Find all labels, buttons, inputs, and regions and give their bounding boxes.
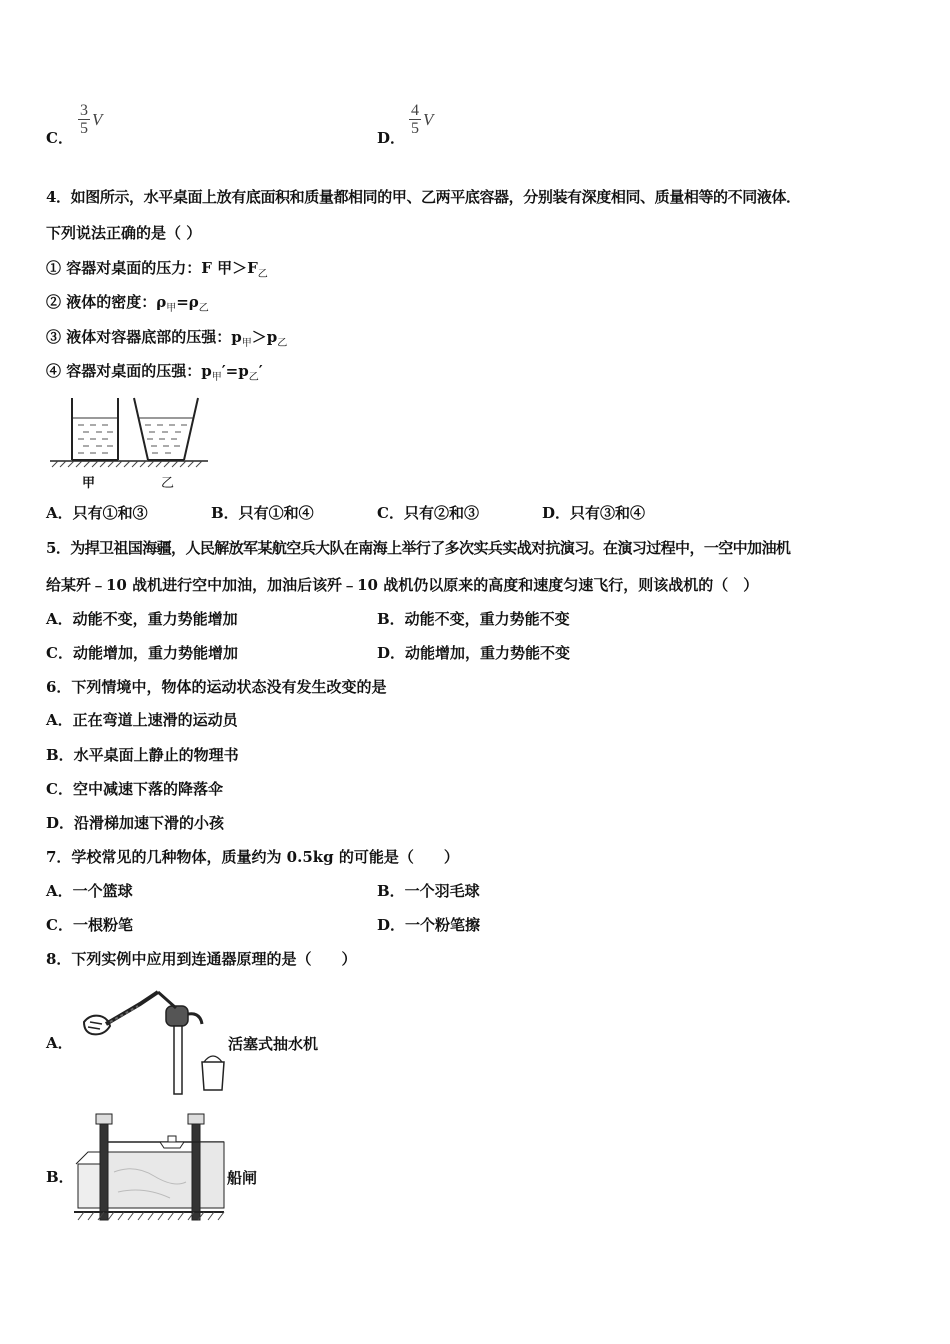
q8-option-a-label[interactable]: A． (46, 1034, 73, 1052)
q3-option-d-fraction (409, 102, 434, 137)
q6-option-d[interactable]: D．沿滑梯加速下滑的小孩 (46, 814, 225, 832)
q5-option-b[interactable]: B．动能不变，重力势能不变 (377, 610, 570, 628)
q5-option-c[interactable]: C．动能增加，重力势能增加 (46, 644, 238, 662)
q6-option-c[interactable]: C．空中减速下落的降落伞 (46, 780, 223, 798)
q8-option-b-caption: 船闸 (227, 1169, 258, 1187)
q4-figure-label-jia: 甲 (82, 476, 96, 491)
fraction-numerator: 4 (411, 102, 419, 119)
q8-stem: 8．下列实例中应用到连通器原理的是（ ） (46, 950, 357, 968)
q8-option-b-label[interactable]: B． (46, 1168, 74, 1186)
container-yi (134, 398, 198, 460)
fraction-variable: V (423, 110, 434, 129)
q3-option-d-label: D． (377, 129, 406, 147)
q7-option-a[interactable]: A．一个篮球 (46, 882, 133, 900)
q5-stem-line2: 给某歼﹣10 战机进行空中加油，加油后该歼﹣10 战机仍以原来的高度和速度匀速飞行，则该战机的（ ） (46, 576, 759, 594)
container-jia (72, 398, 118, 460)
q5-option-d[interactable]: D．动能增加，重力势能不变 (377, 644, 571, 662)
q4-option-c[interactable]: C．只有②和③ (377, 504, 479, 522)
q3-option-c-label: C． (46, 129, 73, 147)
q6-option-b[interactable]: B．水平桌面上静止的物理书 (46, 746, 239, 764)
hand-icon (84, 1016, 110, 1035)
fraction-denominator: 5 (411, 120, 419, 137)
fraction-variable: V (92, 110, 103, 129)
q6-option-a[interactable]: A．正在弯道上速滑的运动员 (46, 711, 238, 729)
q4-statement-1: ① 容器对桌面的压力：F 甲$>F_乙$ (46, 259, 268, 280)
q4-statement-3: ③ 液体对容器底部的压强：$p_甲>p_乙$ (46, 328, 288, 349)
q5-option-a[interactable]: A．动能不变，重力势能增加 (46, 610, 238, 628)
q4-statement-2: ② 液体的密度：$\rho_甲=\rho_乙$ (46, 293, 209, 314)
q6-stem: 6．下列情境中，物体的运动状态没有发生改变的是 (46, 678, 387, 696)
fraction-denominator: 5 (80, 120, 88, 137)
q7-option-b[interactable]: B．一个羽毛球 (377, 882, 480, 900)
pump-head (158, 992, 202, 1026)
q4-stem-line2: 下列说法正确的是（ ） (46, 224, 202, 242)
q7-stem: 7．学校常见的几种物体，质量约为 0.5kg 的可能是（ ） (46, 848, 459, 866)
q4-option-d[interactable]: D．只有③和④ (542, 504, 646, 522)
q4-figure-label-yi: 乙 (161, 476, 175, 491)
q4-stem-line1: 4．如图所示，水平桌面上放有底面积和质量都相同的甲、乙两平底容器，分别装有深度相同、质量相等的不同液体． (46, 188, 801, 206)
q4-containers-figure (48, 392, 213, 492)
q7-option-d[interactable]: D．一个粉笔擦 (377, 916, 481, 934)
piston-pump-figure (80, 978, 230, 1098)
q8-option-a-caption: 活塞式抽水机 (228, 1035, 319, 1053)
q7-option-c[interactable]: C．一根粉笔 (46, 916, 133, 934)
q5-stem-line1: 5．为捍卫祖国海疆，人民解放军某航空兵大队在南海上举行了多次实兵实战对抗演习。在演习过程中，一空中加油机 (46, 539, 791, 557)
table-surface (50, 461, 208, 467)
ship-lock-figure (74, 1112, 229, 1230)
fraction-numerator: 3 (80, 102, 88, 119)
q3-option-c-fraction (78, 102, 103, 137)
boat-icon (160, 1136, 184, 1148)
q4-statement-4: ④ 容器对桌面的压强：$p_甲'=p_乙'$ (46, 362, 263, 383)
q4-option-b[interactable]: B．只有①和④ (211, 504, 314, 522)
bucket-icon (202, 1056, 224, 1090)
q4-option-a[interactable]: A．只有①和③ (46, 504, 148, 522)
